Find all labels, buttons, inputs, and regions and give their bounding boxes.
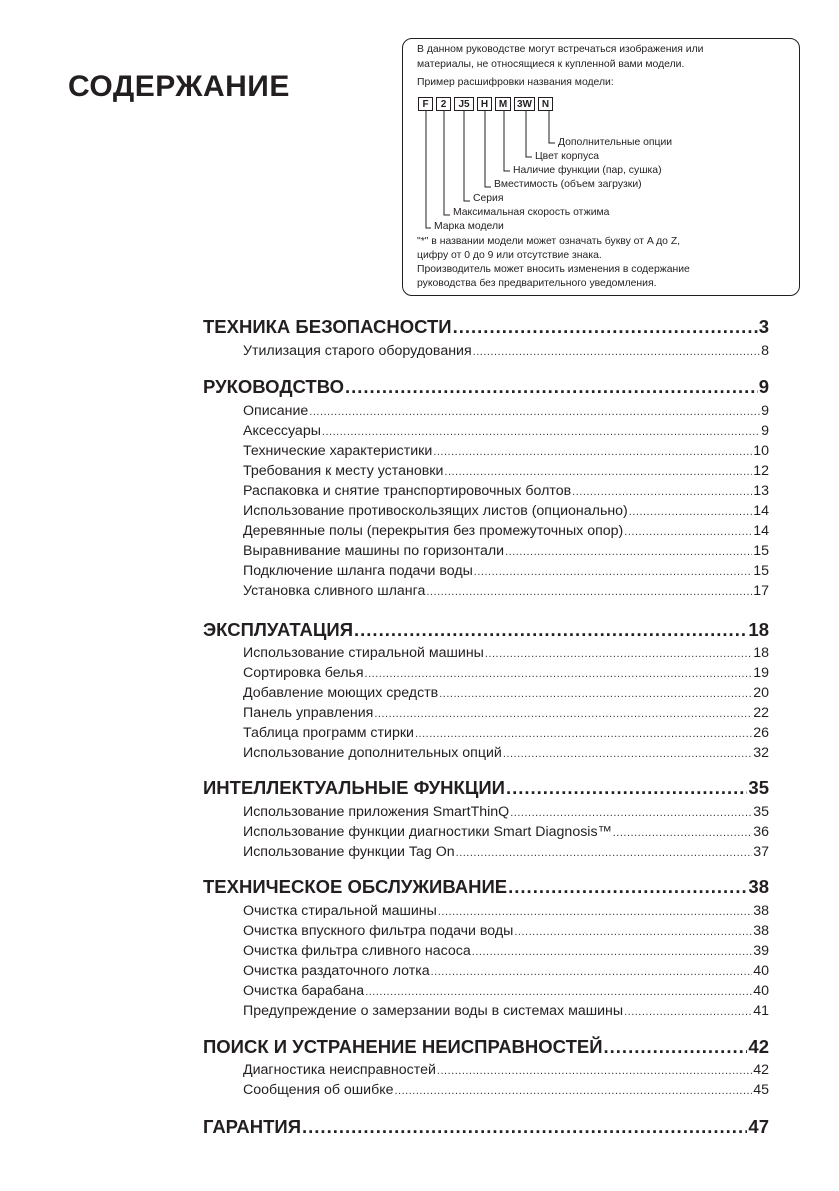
leader-dots (473, 346, 760, 358)
toc-item[interactable] (243, 483, 769, 499)
section-title: РУКОВОДСТВО (203, 376, 344, 397)
item-label: Очистка стиральной машины (243, 903, 437, 919)
toc-item[interactable] (243, 503, 769, 519)
toc-item[interactable] (243, 463, 769, 479)
item-label: Очистка фильтра сливного насоса (243, 943, 471, 959)
code-cell: J5 (454, 97, 474, 111)
toc-item[interactable] (243, 943, 769, 959)
leader-dots (510, 807, 752, 819)
leader-dots (613, 827, 752, 839)
item-page: 40 (753, 963, 769, 979)
item-page: 15 (753, 543, 769, 559)
leader-dots (302, 1116, 747, 1138)
item-page: 42 (753, 1062, 769, 1078)
item-label: Панель управления (243, 705, 374, 721)
info-line: В данном руководстве могут встречаться изображения или (417, 44, 704, 55)
info-note: "*" в названии модели может означать букву от A до Z, (417, 236, 681, 247)
toc-item[interactable] (243, 523, 769, 539)
toc-item[interactable] (243, 824, 769, 840)
toc-item[interactable] (243, 725, 769, 741)
toc-item[interactable] (243, 745, 769, 761)
toc-item[interactable] (243, 903, 769, 919)
item-page: 39 (753, 943, 769, 959)
toc-item[interactable] (243, 963, 769, 979)
item-label: Подключение шланга подачи воды (243, 563, 473, 579)
item-label: Использование приложения SmartThinQ (243, 804, 510, 820)
section-page: 3 (758, 316, 769, 337)
item-page: 17 (753, 583, 769, 599)
section-title: ТЕХНИЧЕСКОЕ ОБСЛУЖИВАНИЕ (203, 876, 508, 897)
section-title: ИНТЕЛЛЕКТУАЛЬНЫЕ ФУНКЦИИ (203, 777, 505, 798)
item-label: Использование функции Tag On (243, 844, 455, 860)
label-spin: Максимальная скорость отжима (453, 207, 610, 218)
toc-item[interactable] (243, 983, 769, 999)
item-label: Предупреждение о замерзании воды в системах машины (243, 1003, 624, 1019)
info-note: руководства без предварительного уведомления. (417, 278, 657, 289)
leader-dots (322, 426, 760, 438)
leader-dots (415, 728, 752, 740)
toc-item[interactable] (243, 583, 769, 599)
leader-dots (345, 376, 758, 398)
leader-dots (365, 986, 752, 998)
item-label: Использование противоскользящих листов (опционально) (243, 503, 628, 519)
page-title: СОДЕРЖАНИЕ (68, 70, 290, 103)
item-page: 8 (761, 343, 769, 359)
item-label: Добавление моющих средств (243, 685, 439, 701)
item-page: 19 (753, 665, 769, 681)
item-page: 9 (761, 423, 769, 439)
toc-item[interactable] (243, 1082, 769, 1098)
leader-dots (439, 688, 752, 700)
item-page: 38 (753, 903, 769, 919)
toc-item[interactable] (243, 923, 769, 939)
leader-dots (437, 1065, 752, 1077)
code-cell: H (477, 97, 492, 111)
toc-section[interactable] (203, 619, 769, 641)
leader-dots (503, 748, 752, 760)
toc-item[interactable] (243, 403, 769, 419)
item-page: 41 (753, 1003, 769, 1019)
item-page: 45 (753, 1082, 769, 1098)
label-color: Цвет корпуса (535, 151, 600, 162)
item-label: Технические характеристики (243, 443, 433, 459)
toc-item[interactable] (243, 844, 769, 860)
leader-dots (374, 708, 752, 720)
item-label: Очистка впускного фильтра подачи воды (243, 923, 514, 939)
leader-dots (629, 506, 752, 518)
item-label: Сообщения об ошибке (243, 1082, 394, 1098)
info-note: Производитель может вносить изменения в содержание (417, 264, 690, 275)
item-page: 32 (753, 745, 769, 761)
item-label: Использование стиральной машины (243, 645, 484, 661)
toc-item[interactable] (243, 685, 769, 701)
item-label: Установка сливного шланга (243, 583, 426, 599)
leader-dots (474, 566, 752, 578)
section-title: ЭКСПЛУАТАЦИЯ (203, 619, 354, 640)
item-label: Выравнивание машины по горизонтали (243, 543, 505, 559)
leader-dots (472, 946, 752, 958)
toc-section[interactable] (203, 316, 769, 338)
section-title: ТЕХНИКА БЕЗОПАСНОСТИ (203, 316, 452, 337)
item-label: Очистка барабана (243, 983, 365, 999)
toc-section[interactable] (203, 1036, 769, 1058)
label-brand: Марка модели (434, 221, 504, 232)
leader-dots (624, 526, 752, 538)
label-series: Серия (473, 193, 504, 204)
info-note: цифру от 0 до 9 или отсутствие знака. (417, 250, 602, 261)
toc-item[interactable] (243, 804, 769, 820)
section-title: ГАРАНТИЯ (203, 1116, 302, 1137)
leader-dots (604, 1036, 748, 1058)
item-page: 38 (753, 923, 769, 939)
label-functions: Наличие функции (пар, сушка) (513, 165, 662, 176)
leader-dots (514, 926, 752, 938)
item-page: 22 (753, 705, 769, 721)
leader-dots (485, 648, 752, 660)
toc-section[interactable] (203, 1116, 769, 1138)
toc-item[interactable] (243, 343, 769, 359)
toc-section[interactable] (203, 376, 769, 398)
leader-dots (453, 316, 758, 338)
toc-item[interactable] (243, 1003, 769, 1019)
toc-item[interactable] (243, 665, 769, 681)
code-cell: 2 (436, 97, 451, 111)
code-cell: N (538, 97, 553, 111)
info-line: Пример расшифровки названия модели: (417, 77, 614, 88)
item-page: 12 (753, 463, 769, 479)
info-line: материалы, не относящиеся к купленной вами модели. (417, 59, 685, 70)
item-label: Использование функции диагностики Smart Diagnosis™ (243, 824, 612, 840)
toc-section[interactable] (203, 777, 769, 799)
leader-dots (354, 619, 747, 641)
toc-item[interactable] (243, 563, 769, 579)
item-page: 36 (753, 824, 769, 840)
section-title: ПОИСК И УСТРАНЕНИЕ НЕИСПРАВНОСТЕЙ (203, 1036, 603, 1057)
item-label: Деревянные полы (перекрытия без промежуточных опор) (243, 523, 624, 539)
toc-item[interactable] (243, 1062, 769, 1078)
toc-item[interactable] (243, 543, 769, 559)
toc-item[interactable] (243, 423, 769, 439)
item-label: Требования к месту установки (243, 463, 444, 479)
code-cell: 3W (514, 97, 535, 111)
item-label: Таблица программ стирки (243, 725, 414, 741)
section-page: 18 (748, 619, 769, 640)
model-info-box (402, 38, 800, 296)
item-page: 13 (753, 483, 769, 499)
code-cell: M (495, 97, 511, 111)
section-page: 35 (748, 777, 769, 798)
item-page: 20 (753, 685, 769, 701)
item-page: 9 (761, 403, 769, 419)
leader-dots (426, 586, 752, 598)
item-page: 40 (753, 983, 769, 999)
item-label: Распаковка и снятие транспортировочных болтов (243, 483, 572, 499)
toc-item[interactable] (243, 645, 769, 661)
item-label: Диагностика неисправностей (243, 1062, 436, 1078)
item-page: 18 (753, 645, 769, 661)
label-options: Дополнительные опции (558, 137, 673, 148)
leader-dots (433, 446, 752, 458)
section-page: 9 (758, 376, 769, 397)
toc-section[interactable] (203, 876, 769, 898)
item-page: 14 (753, 523, 769, 539)
leader-dots (365, 668, 753, 680)
item-label: Аксессуары (243, 423, 321, 439)
item-page: 14 (753, 503, 769, 519)
item-label: Описание (243, 403, 309, 419)
item-page: 37 (753, 844, 769, 860)
item-page: 10 (753, 443, 769, 459)
leader-dots (624, 1006, 752, 1018)
section-page: 38 (748, 876, 769, 897)
item-page: 15 (753, 563, 769, 579)
section-page: 42 (748, 1036, 769, 1057)
toc-item[interactable] (243, 443, 769, 459)
item-label: Сортировка белья (243, 665, 364, 681)
code-cell: F (418, 97, 433, 111)
leader-dots (309, 406, 760, 418)
leader-dots (456, 847, 753, 859)
leader-dots (505, 546, 752, 558)
label-capacity: Вместимость (объем загрузки) (494, 179, 642, 190)
item-page: 26 (753, 725, 769, 741)
leader-dots (506, 777, 747, 799)
leader-dots (572, 486, 752, 498)
leader-dots (444, 466, 752, 478)
item-label: Использование дополнительных опций (243, 745, 502, 761)
toc-item[interactable] (243, 705, 769, 721)
leader-dots (394, 1085, 752, 1097)
item-label: Очистка раздаточного лотка (243, 963, 430, 979)
leader-dots (438, 906, 752, 918)
leader-dots (508, 876, 747, 898)
section-page: 47 (748, 1116, 769, 1137)
item-label: Утилизация старого оборудования (243, 343, 472, 359)
item-page: 35 (753, 804, 769, 820)
leader-dots (431, 966, 753, 978)
